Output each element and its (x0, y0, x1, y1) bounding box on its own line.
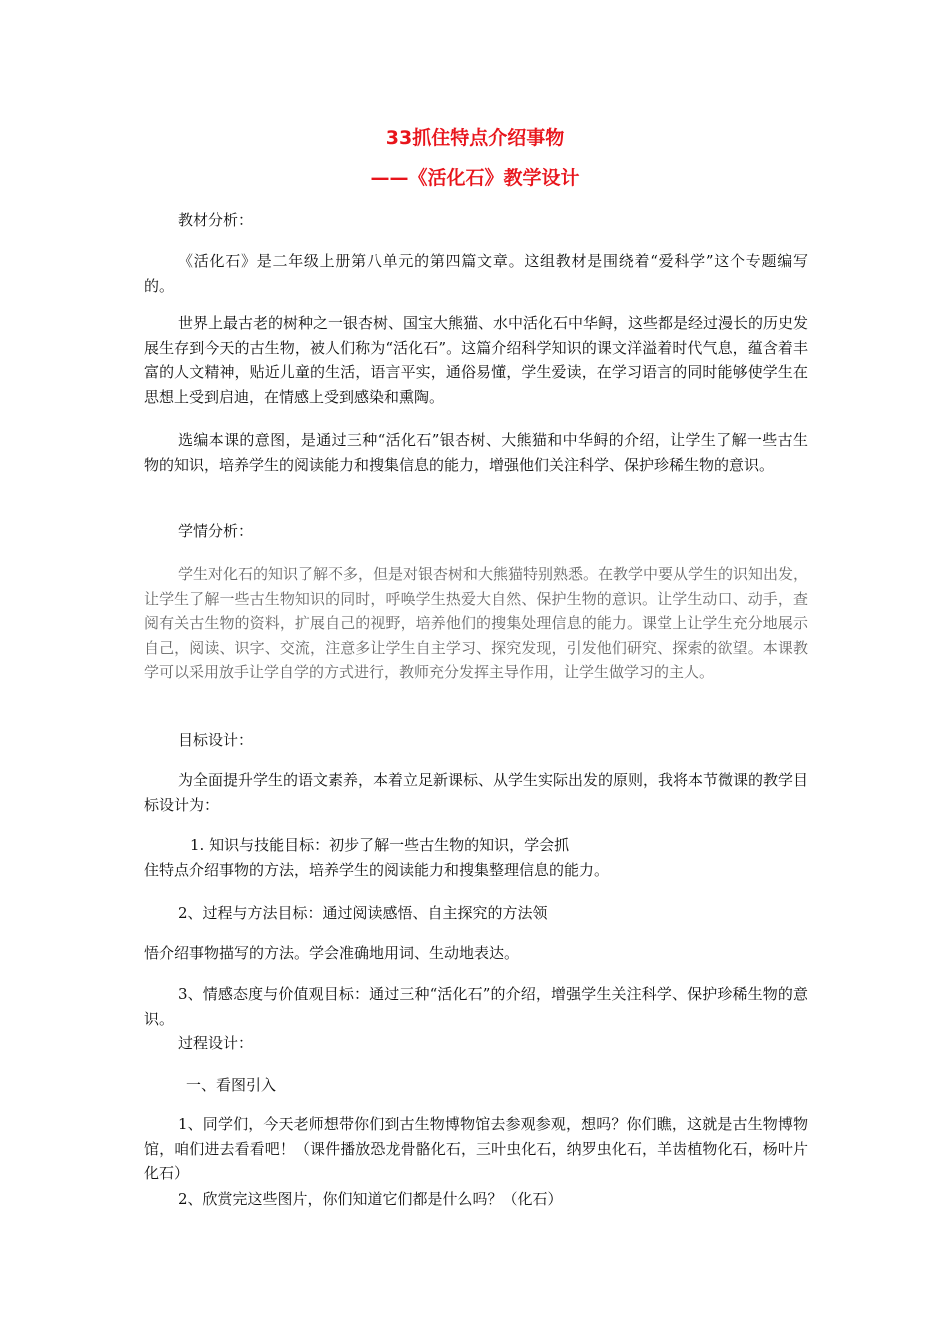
paragraph-living-fossils: 世界上最古老的树种之一银杏树、国宝大熊猫、水中活化石中华鲟，这些都是经过漫长的历史发展生存到今天的古生物，被人们称为“活化石”。这篇介绍科学知识的课文洋溢着时代气息，蕴含着丰富的人文精神，贴近儿童的生活，语言平实，通俗易懂，学生爱读，在学习语言的同时能够使学生在思想上受到启迪，在情感上受到感染和熏陶。 (144, 314, 809, 406)
heading-student-analysis: 学情分析： (178, 522, 254, 540)
heading-goal-design: 目标设计： (178, 731, 254, 749)
step-1-paragraph-1: 1、同学们，今天老师想带你们到古生物博物馆去参观参观，想吗？你们瞧，这就是古生物博物馆，咱们进去看看吧！（课件播放恐龙骨骼化石，三叶虫化石，纳罗虫化石，羊齿植物化石，杨叶片化石） (144, 1115, 808, 1182)
goal-3: 3、情感态度与价值观目标：通过三种“活化石”的介绍，增强学生关注科学、保护珍稀生物的意识。 (144, 985, 808, 1028)
heading-process-design: 过程设计： (178, 1034, 254, 1052)
paragraph-lesson-intent: 选编本课的意图，是通过三种“活化石”银杏树、大熊猫和中华鲟的介绍，让学生了解一些古生物的知识，培养学生的阅读能力和搜集信息的能力，增强他们关注科学、保护珍稀生物的意识。 (144, 431, 808, 474)
goal-1-line-2: 住特点介绍事物的方法，培养学生的阅读能力和搜集整理信息的能力。 (144, 861, 610, 879)
paragraph-material-intro: 《活化石》是二年级上册第八单元的第四篇文章。这组教材是围绕着“爱科学”这个专题编写的。 (144, 252, 808, 295)
goal-2-line-1: 2、过程与方法目标：通过阅读感悟、自主探究的方法领 (178, 904, 548, 922)
document-subtitle: ——《活化石》教学设计 (370, 167, 580, 189)
paragraph-goal-intro: 为全面提升学生的语文素养，本着立足新课标、从学生实际出发的原则，我将本节微课的教学目标设计为： (144, 771, 809, 814)
goal-2-line-2: 悟介绍事物描写的方法。学会准确地用词、生动地表达。 (144, 944, 520, 962)
step-1-title: 一、看图引入 (186, 1076, 277, 1094)
paragraph-student-analysis: 学生对化石的知识了解不多，但是对银杏树和大熊猫特别熟悉。在教学中要从学生的识知出发，让学生了解一些古生物知识的同时，呼唤学生热爱大自然、保护生物的意识。让学生动口、动手，查阅有关古生物的资料，扩展自己的视野，培养他们的搜集处理信息的能力。课堂上让学生充分地展示自己，阅读、识字、交流，注意多让学生自主学习、探究发现，引发他们研究、探索的欲望。本课教学可以采用放手让学自学的方式进行，教师充分发挥主导作用，让学生做学习的主人。 (144, 565, 809, 681)
heading-material-analysis: 教材分析： (178, 211, 254, 229)
goal-1-line-1: 1. 知识与技能目标：初步了解一些古生物的知识，学会抓 (190, 836, 570, 854)
document-title: 33抓住特点介绍事物 (385, 127, 565, 149)
step-1-paragraph-2: 2、欣赏完这些图片，你们知道它们都是什么吗？（化石） (178, 1190, 563, 1208)
